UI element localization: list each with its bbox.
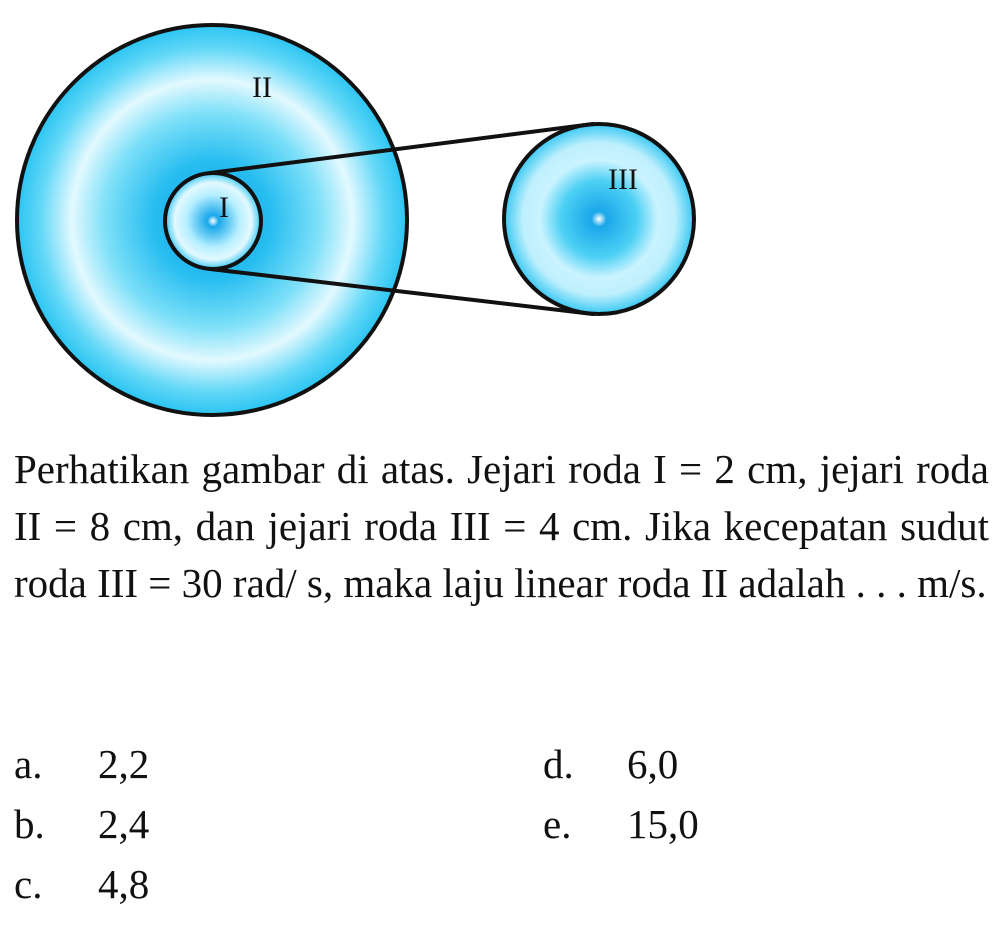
option-d[interactable] <box>543 736 678 793</box>
wheel-i <box>165 173 261 269</box>
option-b-key: b. <box>14 801 45 847</box>
option-b-value: 2,4 <box>98 801 150 847</box>
option-e-key: e. <box>543 801 572 847</box>
option-b[interactable] <box>14 796 149 853</box>
option-a-key: a. <box>14 741 43 787</box>
option-e[interactable] <box>543 796 699 853</box>
question-text: Perhatikan gambar di atas. Jejari roda I = 2 cm, jejari roda II = 8 cm, dan jejari roda III = 4 cm. Jika kecepatan sudut roda III = 30 rad/ s, maka laju linear roda II adalah . . . m/s. <box>14 446 989 606</box>
wheel-belt-diagram <box>0 0 1002 430</box>
label-wheel-ii: II <box>252 71 272 104</box>
option-d-value: 6,0 <box>627 741 679 787</box>
option-d-key: d. <box>543 741 574 787</box>
label-wheel-i: I <box>219 191 229 224</box>
wheel-iii <box>504 124 694 314</box>
option-c-key: c. <box>14 861 43 907</box>
label-wheel-iii: III <box>608 163 638 196</box>
option-a-value: 2,2 <box>98 741 150 787</box>
option-c-value: 4,8 <box>98 861 150 907</box>
option-e-value: 15,0 <box>627 801 699 847</box>
option-a[interactable] <box>14 736 149 793</box>
option-c[interactable] <box>14 856 149 913</box>
